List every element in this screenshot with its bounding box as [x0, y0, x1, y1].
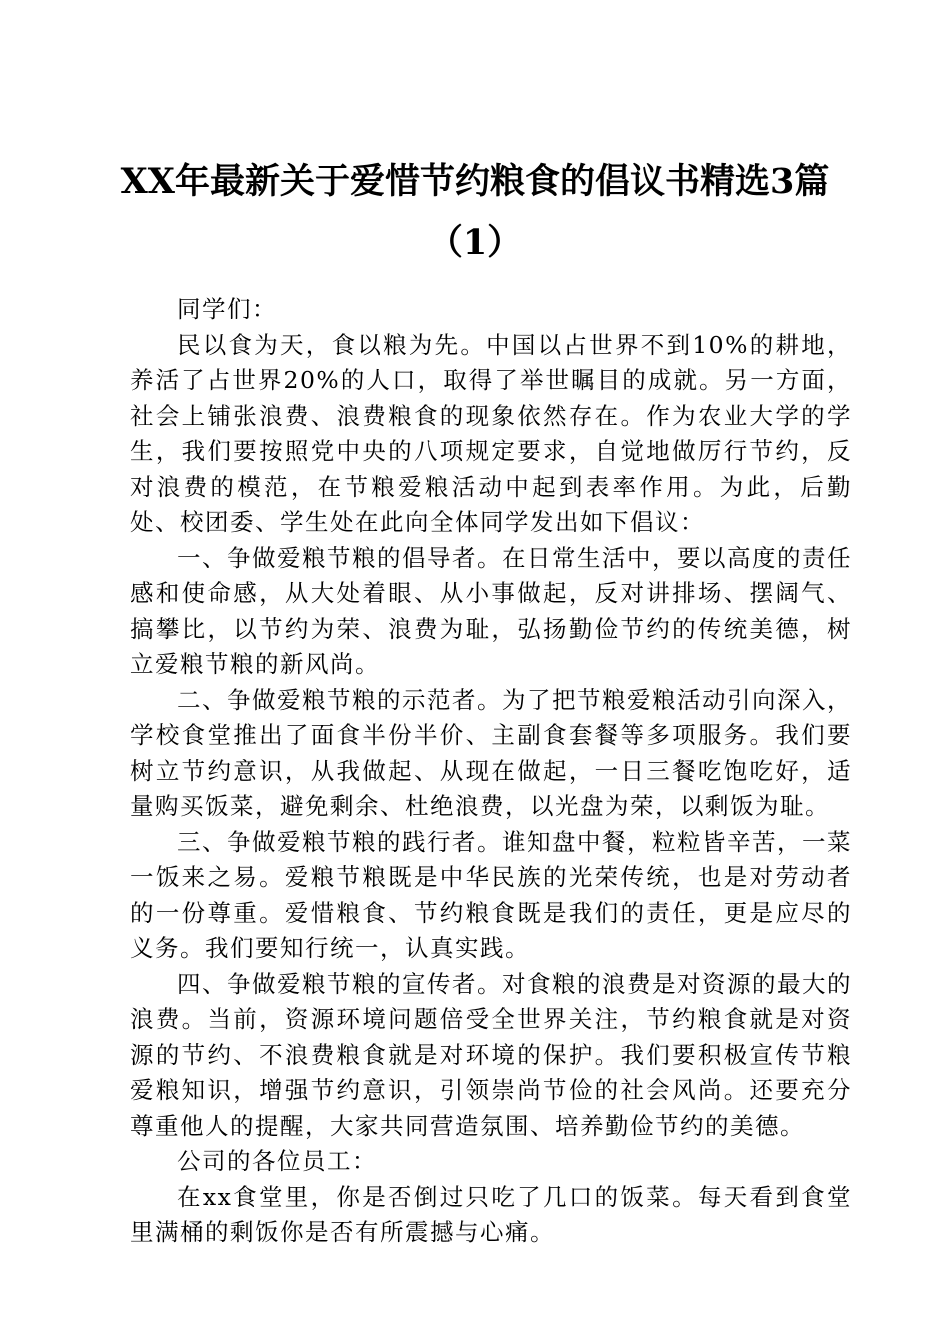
document-title-line-1: XX年最新关于爱惜节约粮食的倡议书精选3篇	[120, 161, 830, 202]
document-body	[130, 292, 852, 1251]
document-title-line-2: （1）	[427, 222, 523, 263]
salutation-students: 同学们：	[177, 295, 277, 323]
paragraph-point-3: 三、争做爱粮节粮的践行者。谁知盘中餐，粒粒皆辛苦，一菜一饭来之易。爱粮节粮既是中华民族的光荣传统，也是对劳动者的一份尊重。爱惜粮食、节约粮食既是我们的责任，更是应尽的义务。我们要知行统一，认真实践。	[130, 827, 852, 962]
paragraph-point-1: 一、争做爱粮节粮的倡导者。在日常生活中，要以高度的责任感和使命感，从大处着眼、从小事做起，反对讲排场、摆阔气、搞攀比，以节约为荣、浪费为耻，弘扬勤俭节约的传统美德，树立爱粮节粮的新风尚。	[130, 543, 852, 678]
paragraph-point-2: 二、争做爱粮节粮的示范者。为了把节粮爱粮活动引向深入，学校食堂推出了面食半份半价、主副食套餐等多项服务。我们要树立节约意识，从我做起、从现在做起，一日三餐吃饱吃好，适量购买饭菜，避免剩余、杜绝浪费，以光盘为荣，以剩饭为耻。	[130, 685, 852, 820]
paragraph-canteen: 在xx食堂里，你是否倒过只吃了几口的饭菜。每天看到食堂里满桶的剩饭你是否有所震撼与心痛。	[130, 1182, 852, 1246]
paragraph-point-4: 四、争做爱粮节粮的宣传者。对食粮的浪费是对资源的最大的浪费。当前，资源环境问题倍受全世界关注，节约粮食就是对资源的节约、不浪费粮食就是对环境的保护。我们要积极宣传节粮爱粮知识，增强节约意识，引领崇尚节俭的社会风尚。还要充分尊重他人的提醒，大家共同营造氛围、培养勤俭节约的美德。	[130, 969, 852, 1140]
paragraph-intro: 民以食为天，食以粮为先。中国以占世界不到10%的耕地，养活了占世界20%的人口，取得了举世瞩目的成就。另一方面，社会上铺张浪费、浪费粮食的现象依然存在。作为农业大学的学生，我们要按照党中央的八项规定要求，自觉地做厉行节约，反对浪费的模范，在节粮爱粮活动中起到表率作用。为此，后勤处、校团委、学生处在此向全体同学发出如下倡议：	[130, 330, 852, 536]
salutation-employees: 公司的各位员工：	[177, 1147, 377, 1175]
